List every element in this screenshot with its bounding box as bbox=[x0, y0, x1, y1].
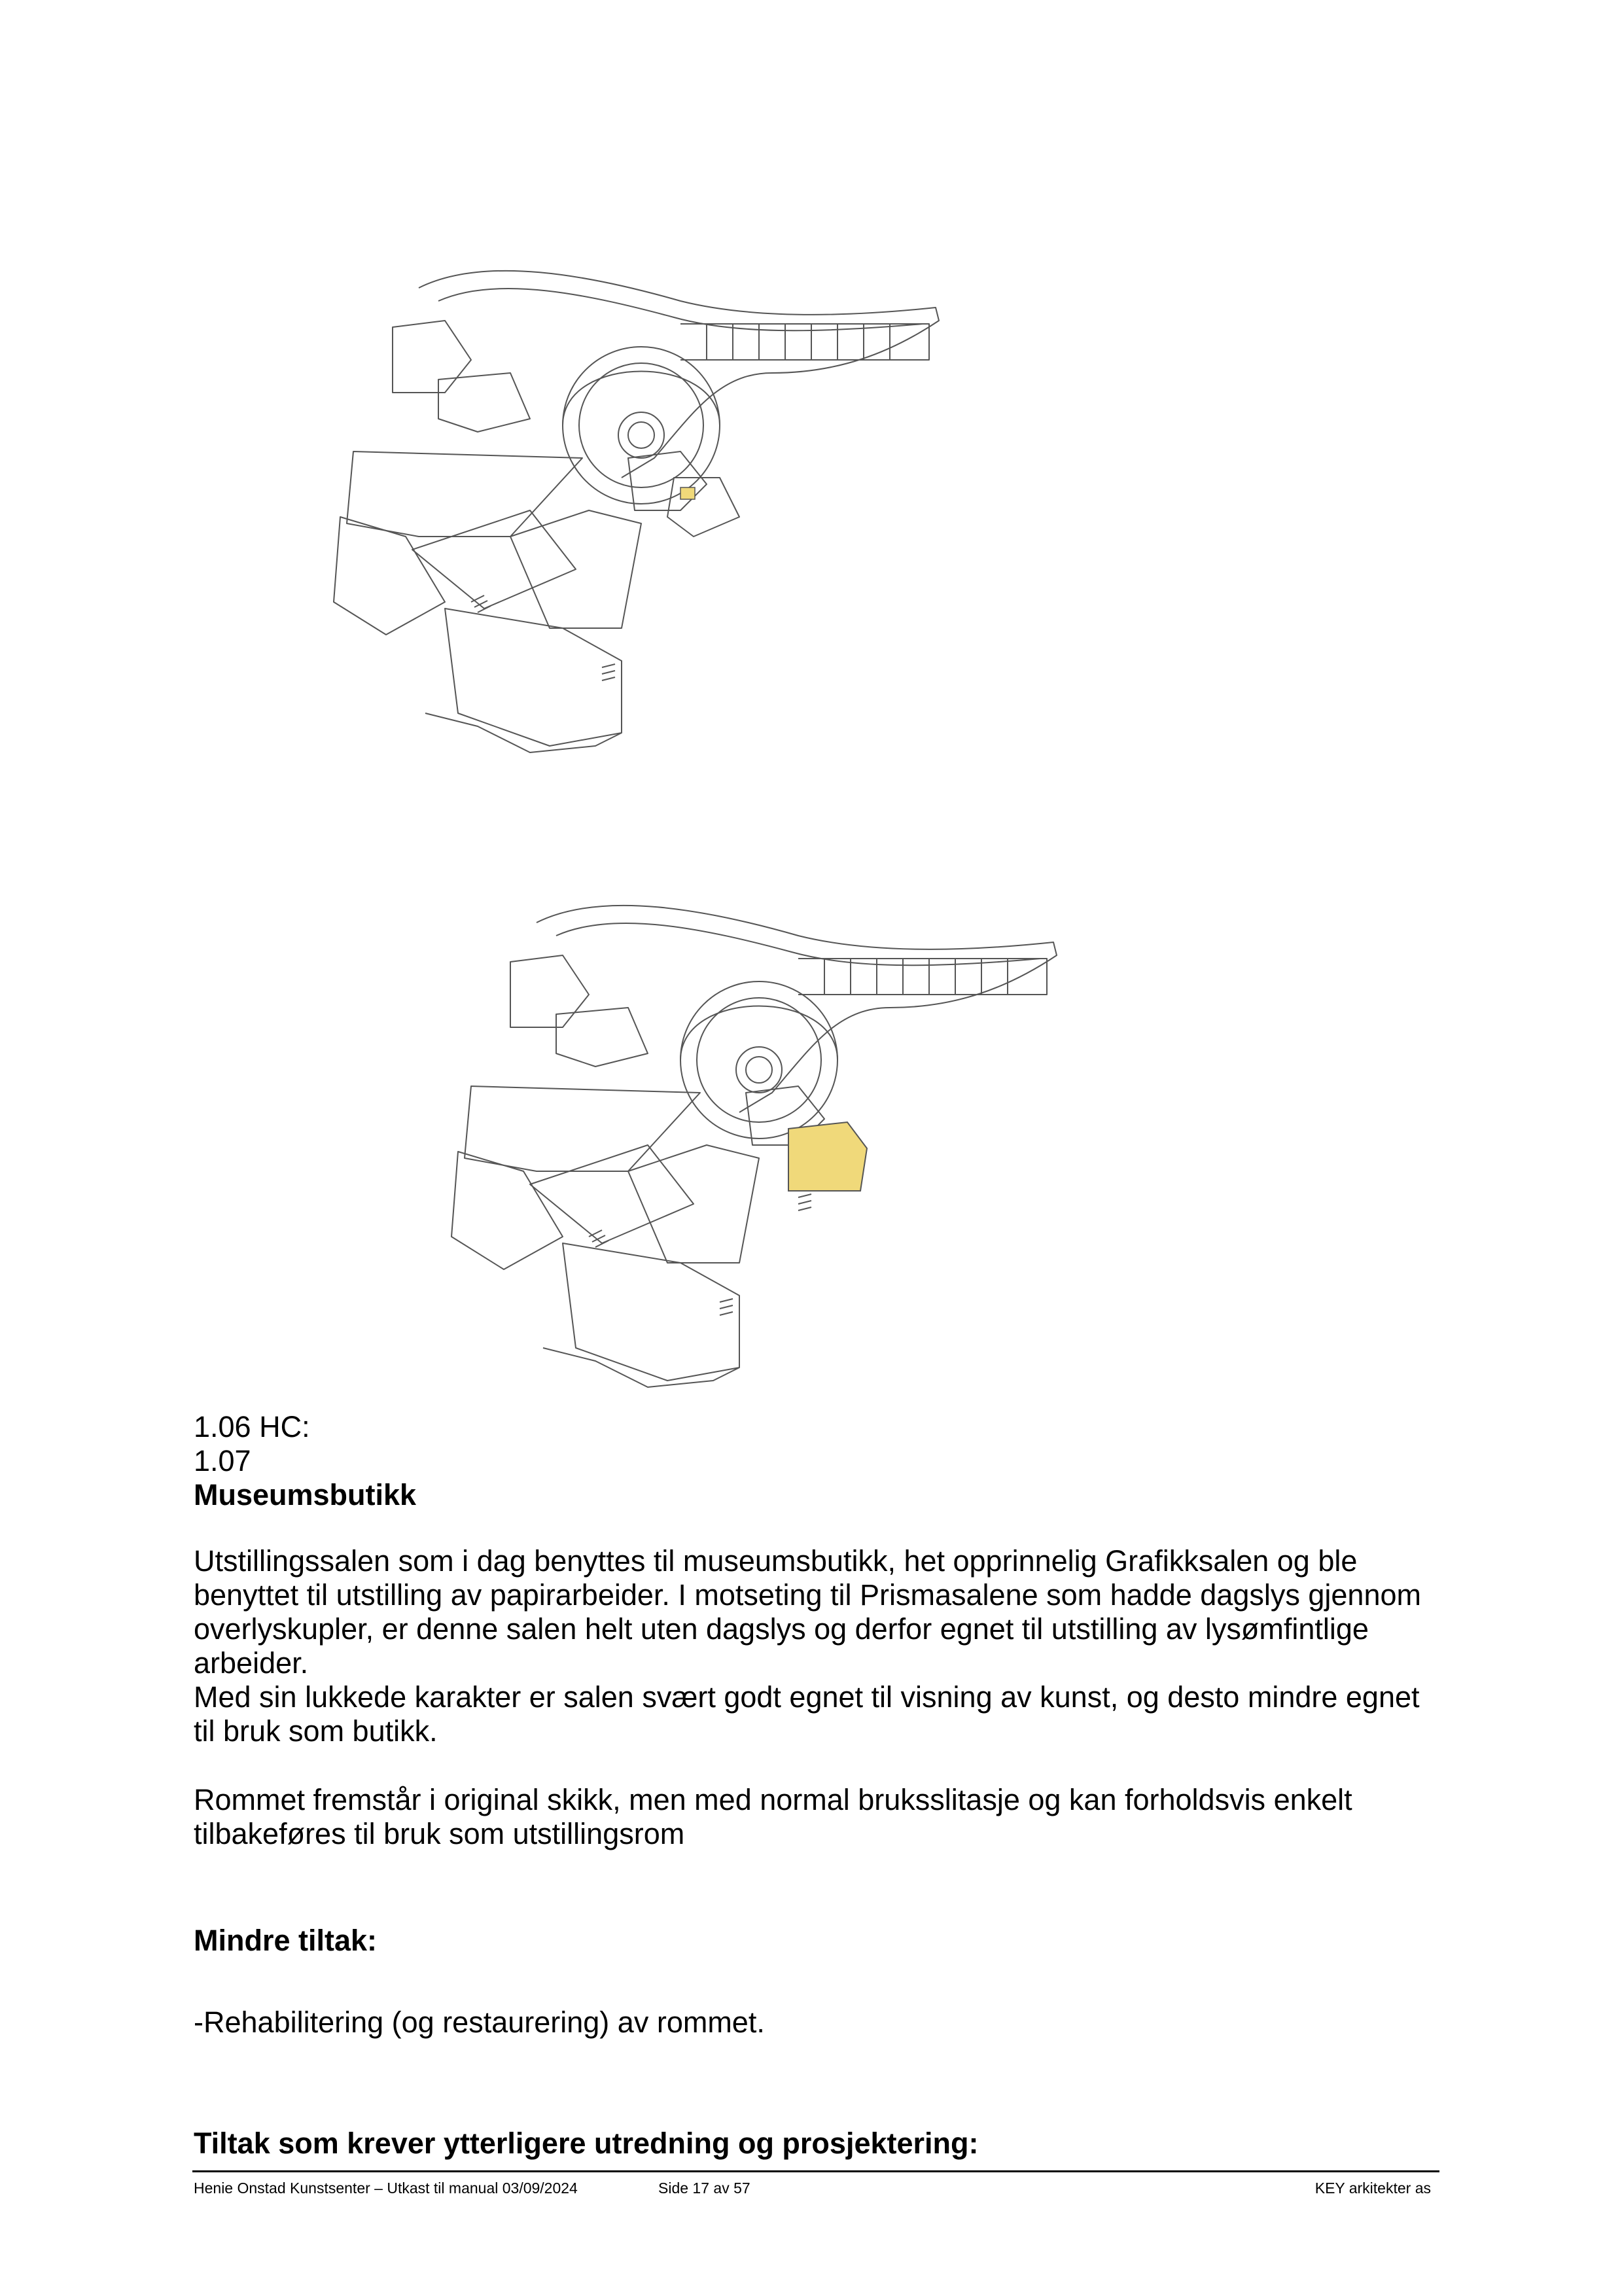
floor-plan-drawing bbox=[432, 896, 1112, 1394]
tiltak-utredning-heading: Tiltak som krever ytterligere utredning og prosjektering: bbox=[194, 2127, 979, 2160]
hc-label: 1.06 HC: bbox=[194, 1410, 310, 1443]
floor-plan-hc bbox=[314, 262, 995, 759]
floor-plan-drawing bbox=[314, 262, 995, 759]
body-text bbox=[194, 1544, 1437, 1748]
room-number: 1.07 bbox=[194, 1444, 251, 1477]
room-name: Museumsbutikk bbox=[194, 1478, 417, 1511]
footer-document-title: Henie Onstad Kunstsenter – Utkast til manual 03/09/2024 bbox=[194, 2180, 578, 2197]
footer-page-number: Side 17 av 57 bbox=[658, 2180, 750, 2197]
mindre-tiltak-heading: Mindre tiltak: bbox=[194, 1924, 378, 1957]
paragraph-2: Med sin lukkede karakter er salen svært godt egnet til visning av kunst, og desto mindre egnet til bruk som butikk. bbox=[194, 1680, 1420, 1748]
footer-divider bbox=[192, 2170, 1439, 2172]
paragraph-1: Utstillingssalen som i dag benyttes til museumsbutikk, het opprinnelig Grafikksalen og ble benyttet til utstilling av papirarbeider. I motseting til Prismasalene som hadde dagslys gjennom overlyskupler, er denne salen helt uten dagslys og derfor egnet til utstilling av lysømfintlige arbeider. bbox=[194, 1544, 1421, 1680]
floor-plan-museumsbutikk bbox=[432, 896, 1112, 1394]
mindre-tiltak-item: -Rehabilitering (og restaurering) av rommet. bbox=[194, 2005, 765, 2039]
paragraph-3: Rommet fremstår i original skikk, men med normal bruksslitasje og kan forholdsvis enkelt tilbakeføres til bruk som utstillingsrom bbox=[194, 1783, 1352, 1850]
footer-author: KEY arkitekter as bbox=[1314, 2180, 1431, 2197]
body-text-2 bbox=[194, 1783, 1437, 1851]
section-heading bbox=[194, 1410, 1437, 1512]
